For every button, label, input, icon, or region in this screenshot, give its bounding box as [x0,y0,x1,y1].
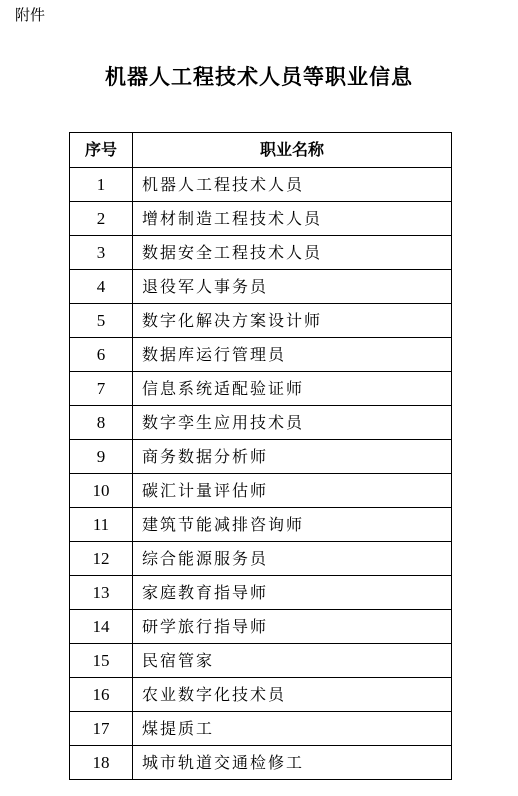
occupation-name: 退役军人事务员 [133,270,452,304]
table-row [70,474,452,508]
occupation-name: 煤提质工 [133,712,452,746]
occupation-name: 机器人工程技术人员 [133,168,452,202]
table-row [70,168,452,202]
occupation-name: 数据安全工程技术人员 [133,236,452,270]
page-title: 机器人工程技术人员等职业信息 [105,64,413,89]
table-row [70,338,452,372]
row-number: 3 [70,236,133,270]
occupation-name: 商务数据分析师 [133,440,452,474]
row-number: 6 [70,338,133,372]
occupation-name: 家庭教育指导师 [133,576,452,610]
row-number: 16 [70,678,133,712]
table-row [70,236,452,270]
occupation-name: 研学旅行指导师 [133,610,452,644]
table-row [70,712,452,746]
occupation-name: 碳汇计量评估师 [133,474,452,508]
row-number: 12 [70,542,133,576]
row-number: 1 [70,168,133,202]
table-row [70,406,452,440]
occupation-name: 城市轨道交通检修工 [133,746,452,780]
row-number: 9 [70,440,133,474]
table-row [70,508,452,542]
table-row [70,270,452,304]
table-row [70,304,452,338]
row-number: 8 [70,406,133,440]
table-row [70,542,452,576]
table-row [70,678,452,712]
table-row [70,440,452,474]
row-number: 5 [70,304,133,338]
row-number: 10 [70,474,133,508]
occupation-name: 农业数字化技术员 [133,678,452,712]
occupation-name: 综合能源服务员 [133,542,452,576]
table-row [70,576,452,610]
row-number: 14 [70,610,133,644]
table-header-row [70,133,452,168]
row-number: 7 [70,372,133,406]
attachment-label: 附件 [15,6,46,24]
table-row [70,610,452,644]
table-row [70,372,452,406]
occupation-table [69,132,452,780]
occupation-name: 增材制造工程技术人员 [133,202,452,236]
occupation-name: 数字孪生应用技术员 [133,406,452,440]
occupation-name: 数据库运行管理员 [133,338,452,372]
row-number: 2 [70,202,133,236]
row-number: 11 [70,508,133,542]
row-number: 13 [70,576,133,610]
occupation-name: 建筑节能减排咨询师 [133,508,452,542]
occupation-name: 民宿管家 [133,644,452,678]
header-serial-number: 序号 [70,133,133,168]
row-number: 15 [70,644,133,678]
row-number: 4 [70,270,133,304]
row-number: 18 [70,746,133,780]
occupation-name: 数字化解决方案设计师 [133,304,452,338]
occupation-name: 信息系统适配验证师 [133,372,452,406]
table-row [70,644,452,678]
header-occupation-name: 职业名称 [133,133,452,168]
table-row [70,746,452,780]
table-row [70,202,452,236]
row-number: 17 [70,712,133,746]
